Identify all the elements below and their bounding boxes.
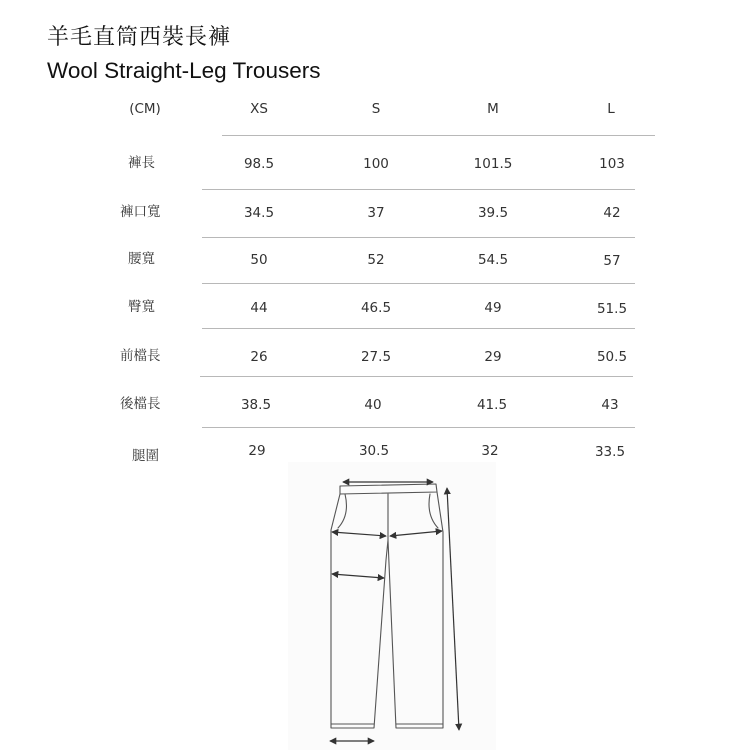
row-label-hem-width: 褲口寬 bbox=[120, 204, 161, 220]
table-cell: 42 bbox=[603, 205, 621, 221]
table-cell: 98.5 bbox=[243, 156, 275, 172]
table-cell: 26 bbox=[250, 349, 268, 365]
row-label-length: 褲長 bbox=[128, 155, 155, 171]
table-cell: 34.5 bbox=[243, 205, 275, 221]
diagram-background bbox=[288, 462, 496, 750]
table-cell: 29 bbox=[484, 349, 502, 365]
table-cell: 41.5 bbox=[476, 397, 508, 413]
table-cell: 101.5 bbox=[473, 156, 513, 172]
row-label-hip-width: 臀寬 bbox=[128, 299, 155, 315]
table-cell: 29 bbox=[248, 443, 266, 459]
title-english: Wool Straight-Leg Trousers bbox=[47, 58, 321, 83]
table-cell: 50.5 bbox=[596, 349, 628, 365]
row-divider bbox=[202, 427, 635, 428]
table-cell: 33.5 bbox=[594, 444, 626, 460]
table-cell: 51.5 bbox=[596, 301, 628, 317]
row-label-back-rise: 後檔長 bbox=[120, 396, 161, 412]
size-header-l: L bbox=[607, 101, 615, 117]
table-cell: 44 bbox=[250, 300, 268, 316]
row-label-thigh-circumference: 腿圍 bbox=[132, 448, 159, 464]
table-cell: 57 bbox=[603, 253, 621, 269]
table-cell: 27.5 bbox=[360, 349, 392, 365]
table-cell: 37 bbox=[367, 205, 385, 221]
table-cell: 38.5 bbox=[240, 397, 272, 413]
table-cell: 100 bbox=[363, 156, 389, 172]
row-label-waist-width: 腰寬 bbox=[128, 251, 155, 267]
table-cell: 30.5 bbox=[358, 443, 390, 459]
unit-header: (CM) bbox=[129, 101, 161, 117]
row-divider bbox=[202, 283, 635, 284]
table-cell: 52 bbox=[367, 252, 385, 268]
table-cell: 50 bbox=[250, 252, 268, 268]
size-header-xs: XS bbox=[250, 101, 268, 117]
table-cell: 32 bbox=[481, 443, 499, 459]
table-cell: 46.5 bbox=[360, 300, 392, 316]
header-divider bbox=[222, 135, 655, 136]
table-cell: 49 bbox=[484, 300, 502, 316]
size-header-s: S bbox=[371, 101, 381, 117]
title-chinese: 羊毛直筒西裝長褲 bbox=[47, 25, 232, 50]
row-divider bbox=[202, 328, 635, 329]
table-cell: 40 bbox=[364, 397, 382, 413]
row-divider bbox=[200, 376, 633, 377]
table-cell: 54.5 bbox=[477, 252, 509, 268]
table-cell: 43 bbox=[601, 397, 619, 413]
row-divider bbox=[202, 189, 635, 190]
table-cell: 103 bbox=[599, 156, 625, 172]
row-label-front-rise: 前檔長 bbox=[120, 348, 161, 364]
row-divider bbox=[202, 237, 635, 238]
table-cell: 39.5 bbox=[477, 205, 509, 221]
size-header-m: M bbox=[487, 101, 499, 117]
